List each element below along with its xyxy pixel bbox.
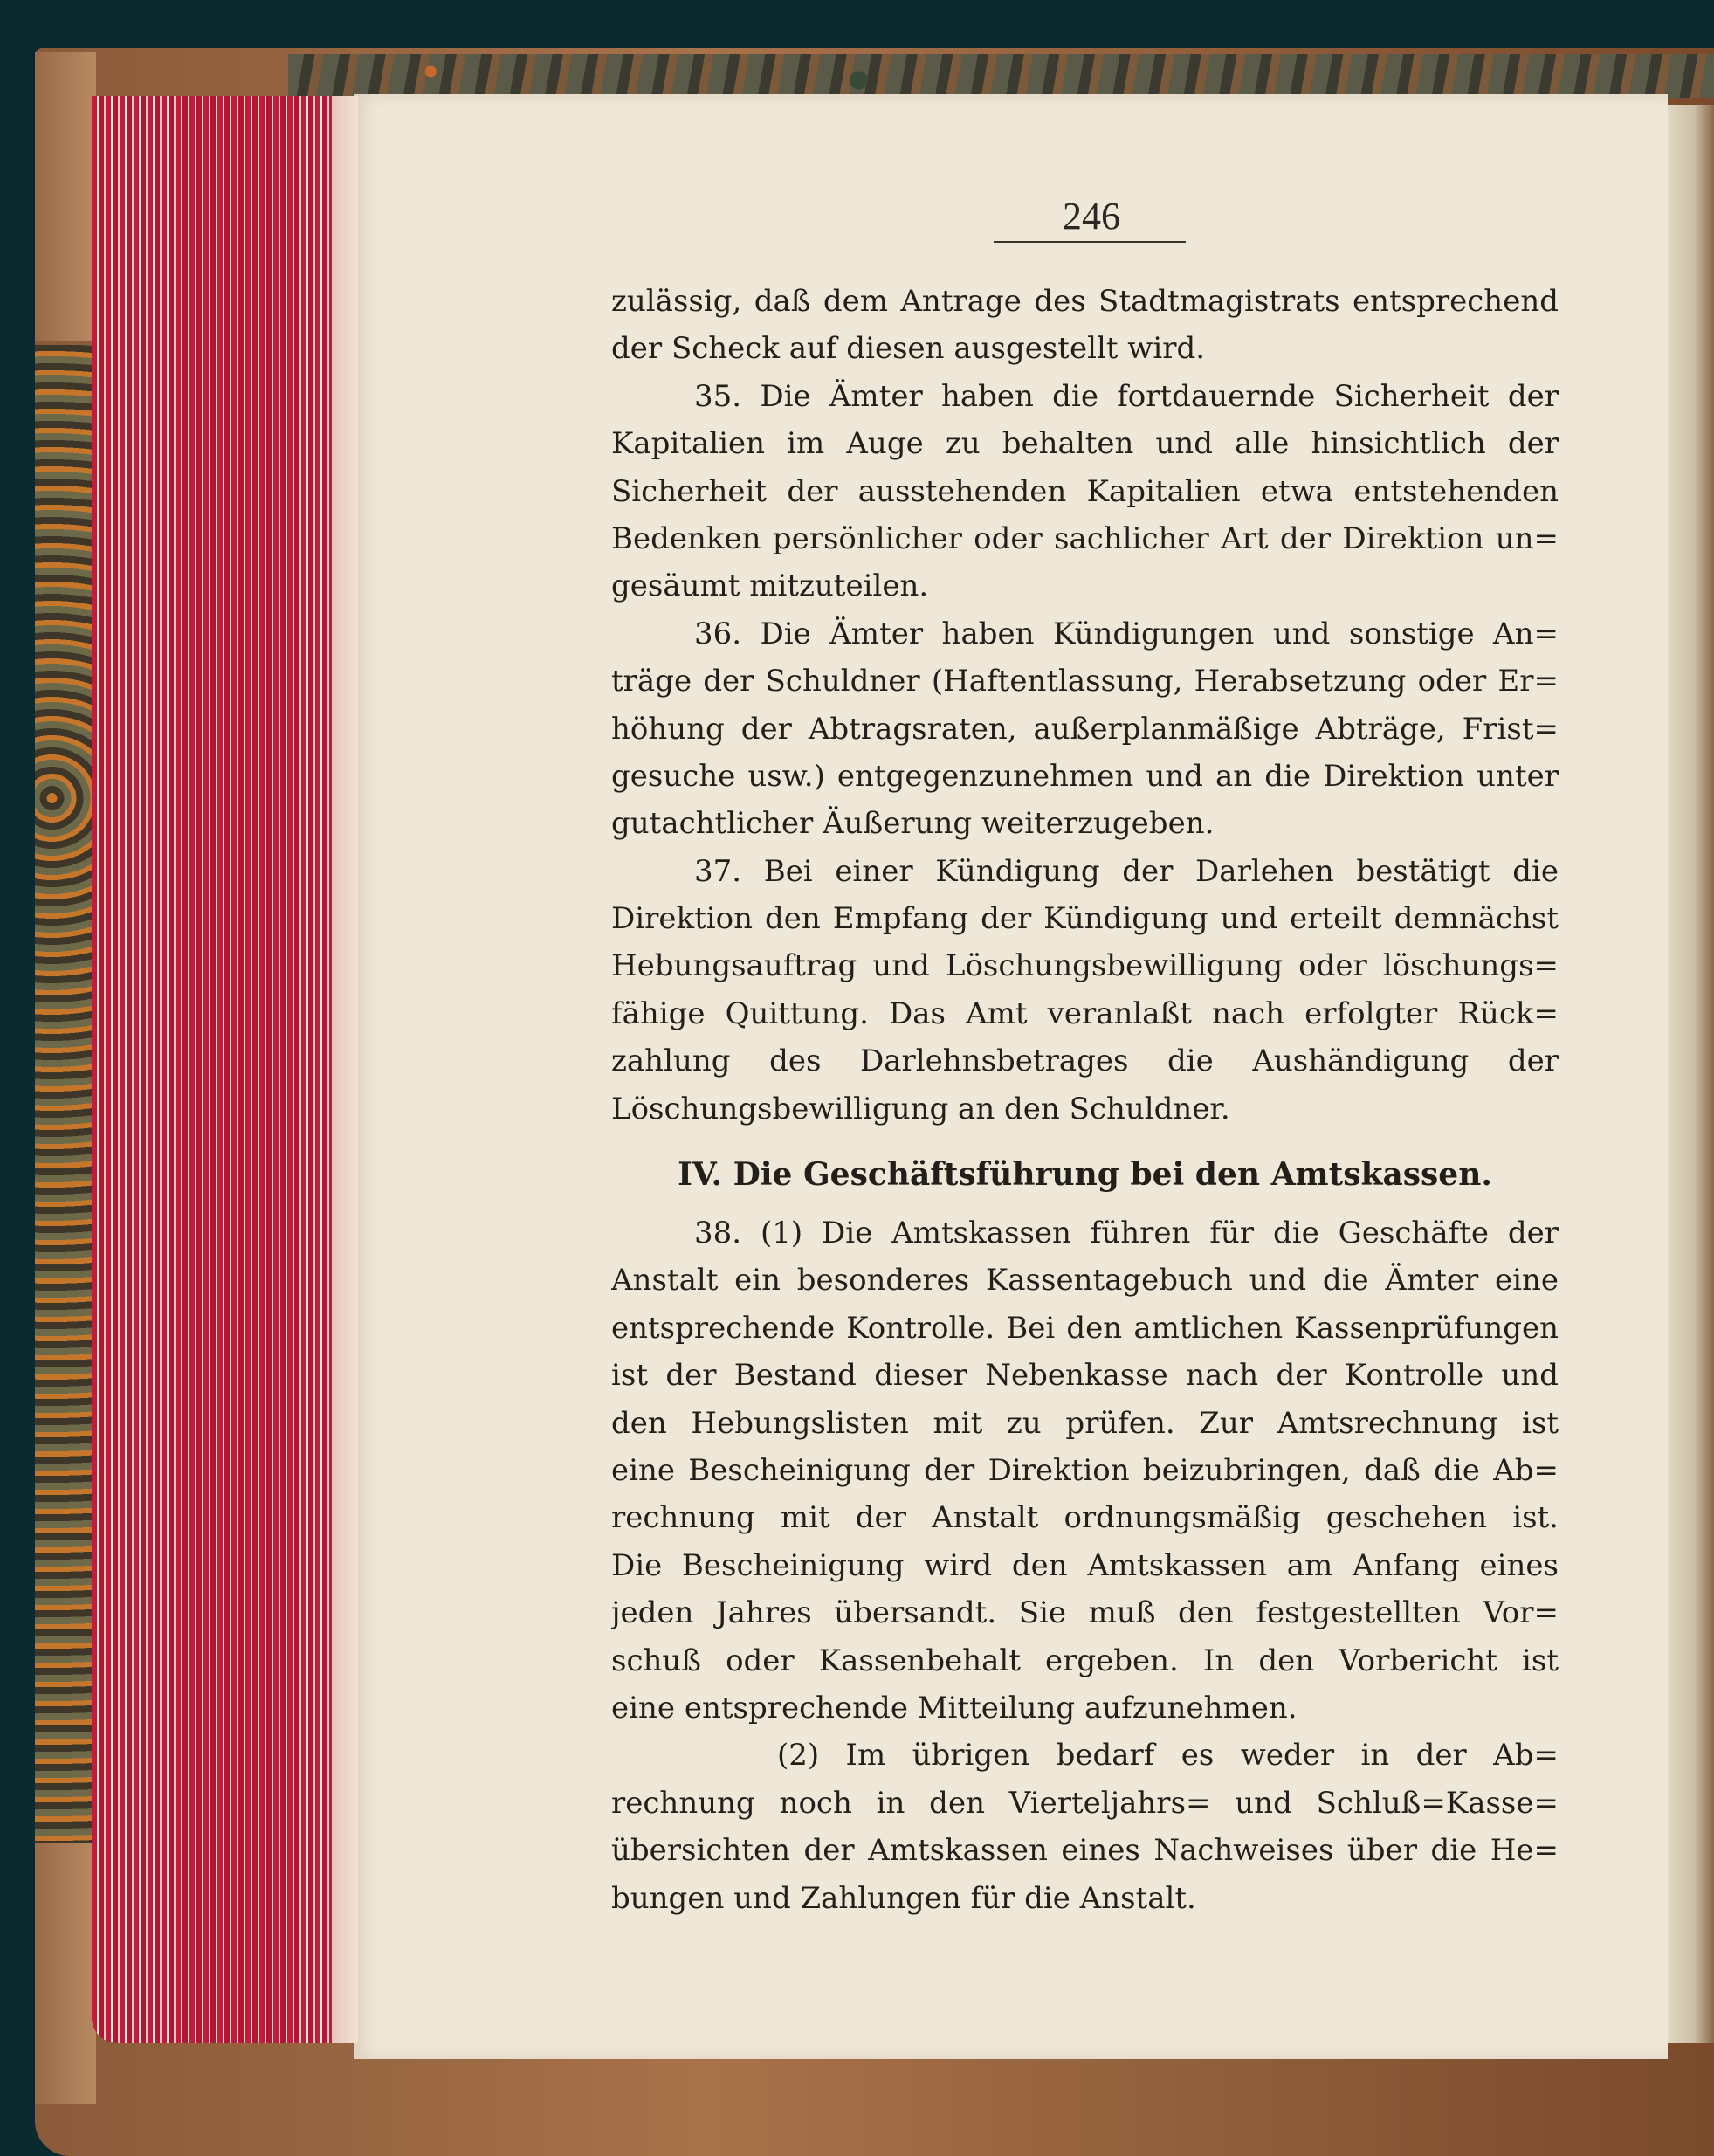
text-line: Löschungsbewilligung an den Schuldner. (611, 1091, 1230, 1126)
marbled-endpaper-left (35, 345, 92, 1856)
text-line: eine Bescheinigung der Direktion beizubringen, daß die Ab= (611, 1452, 1559, 1488)
text-line: zulässig, daß dem Antrage des Stadtmagistrats entsprechend (611, 284, 1559, 319)
page-number-rule (994, 241, 1186, 243)
text-line: ist der Bestand dieser Nebenkasse nach der Kontrolle und (611, 1358, 1559, 1394)
text-line: gesuche usw.) entgegenzunehmen und an die Direktion unter (611, 758, 1559, 794)
text-line: rechnung mit der Anstalt ordnungsmäßig geschehen ist. (611, 1500, 1559, 1536)
text-line: Anstalt ein besonderes Kassentagebuch und die Ämter eine (611, 1263, 1559, 1298)
page-number: 246 (1063, 195, 1120, 238)
text-line: den Hebungslisten mit zu prüfen. Zur Amtsrechnung ist (611, 1405, 1559, 1441)
text-line: entsprechende Kontrolle. Bei den amtlichen Kassenprüfungen (611, 1310, 1559, 1346)
text-line: Direktion den Empfang der Kündigung und erteilt demnächst (611, 901, 1559, 937)
text-line: Kapitalien im Auge zu behalten und alle hinsichtlich der (611, 426, 1559, 462)
leather-spine-top (35, 52, 96, 341)
text-line: höhung der Abtragsraten, außerplanmäßige Abträge, Frist= (611, 711, 1559, 747)
text-line: gutachtlicher Äußerung weiterzugeben. (611, 806, 1215, 842)
marbled-endpaper-top (288, 54, 1714, 98)
text-section-before-heading (611, 278, 1559, 1133)
text-line: 36. Die Ämter haben Kündigungen und sonstige An= (694, 616, 1559, 651)
text-line: fähige Quittung. Das Amt veranlaßt nach erfolgter Rück= (611, 995, 1559, 1031)
text-line: Sicherheit der ausstehenden Kapitalien etwa entstehenden (611, 473, 1559, 509)
text-line: der Scheck auf diesen ausgestellt wird. (611, 331, 1206, 367)
text-line: Hebungsauftrag und Löschungsbewilligung oder löschungs= (611, 948, 1559, 984)
right-page-edge (1663, 105, 1714, 2043)
text-section-after-heading (611, 1209, 1559, 1922)
text-line: zahlung des Darlehnsbetrages die Aushändigung der (611, 1044, 1559, 1079)
text-line: schuß oder Kassenbehalt ergeben. In den Vorbericht ist (611, 1643, 1559, 1678)
text-line: 38. (1) Die Amtskassen führen für die Geschäfte der (694, 1216, 1559, 1251)
text-line: (2) Im übrigen bedarf es weder in der Ab= (777, 1738, 1559, 1774)
text-line: rechnung noch in den Vierteljahrs= und Schluß=Kasse= (611, 1785, 1559, 1821)
text-line: eine entsprechende Mitteilung aufzunehmen. (611, 1690, 1298, 1725)
text-line: gesäumt mitzuteilen. (611, 568, 929, 604)
text-line: Die Bescheinigung wird den Amtskassen am Anfang eines (611, 1547, 1559, 1583)
text-line: jeden Jahres übersandt. Sie muß den festgestellten Vor= (611, 1595, 1559, 1631)
section-heading: IV. Die Geschäftsführung bei den Amtskassen. (678, 1156, 1492, 1194)
red-page-edges (92, 96, 358, 2043)
body-text (611, 278, 1559, 1922)
leather-spine-bottom (35, 1843, 96, 2104)
text-line: 35. Die Ämter haben die fortdauernde Sicherheit der (694, 378, 1559, 414)
page-gutter-shadow (332, 96, 358, 2043)
text-line: Bedenken persönlicher oder sachlicher Art der Direktion un= (611, 520, 1559, 556)
text-line: bungen und Zahlungen für die Anstalt. (611, 1880, 1196, 1916)
text-line: übersichten der Amtskassen eines Nachweises über die He= (611, 1833, 1559, 1869)
text-line: 37. Bei einer Kündigung der Darlehen bestätigt die (694, 853, 1559, 889)
text-line: träge der Schuldner (Haftentlassung, Herabsetzung oder Er= (611, 664, 1559, 699)
